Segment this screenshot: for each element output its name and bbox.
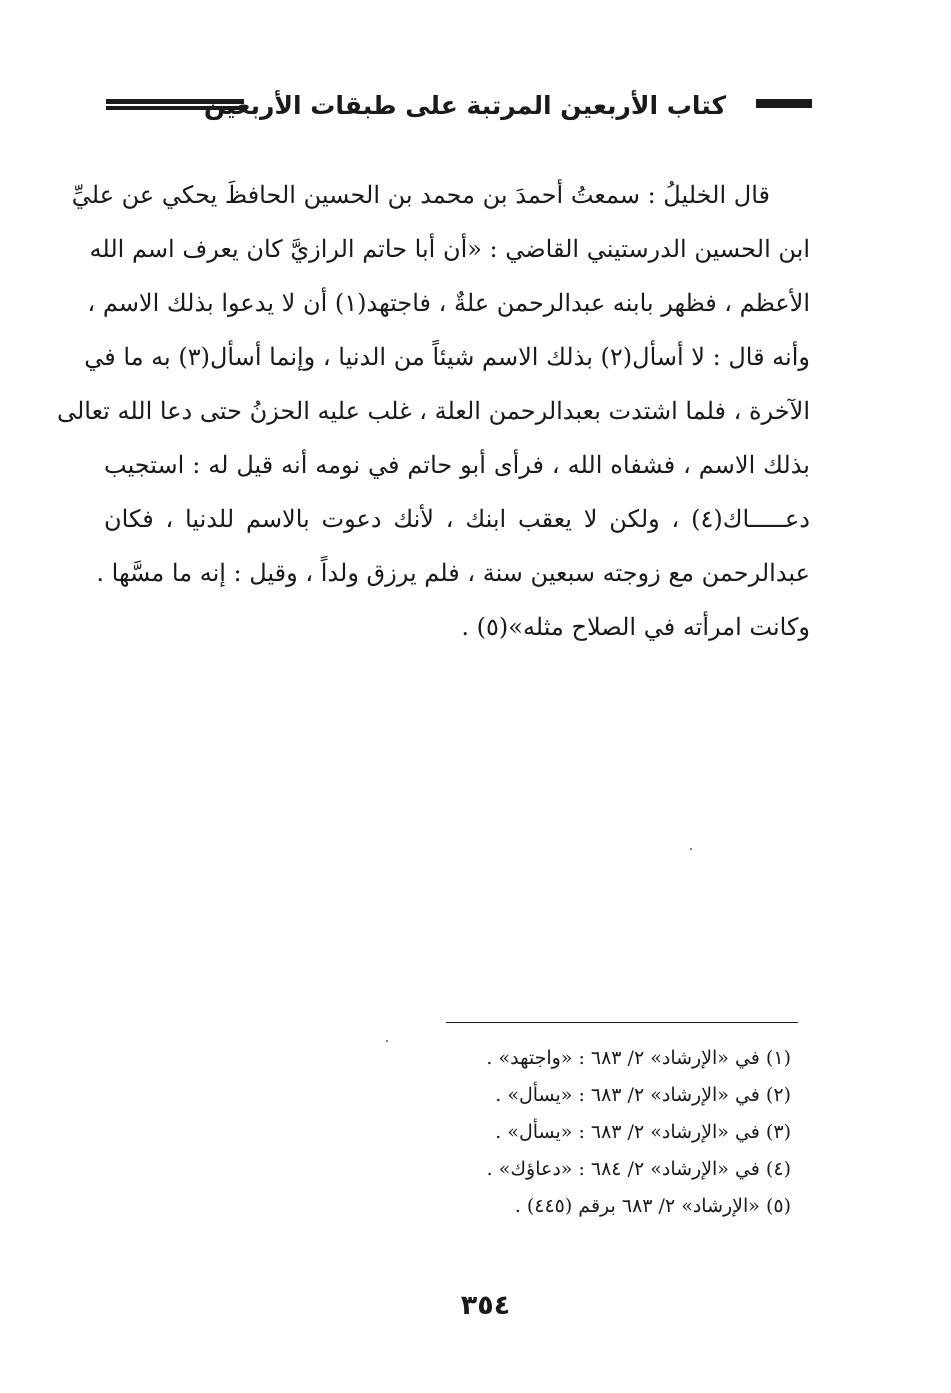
running-header-title: كتاب الأربعين المرتبة على طبقات الأربعين — [203, 91, 726, 120]
footnote: (٥) «الإرشاد» ٢/ ٦٨٣ برقم (٤٤٥) . — [514, 1195, 791, 1217]
footnote: (١) في «الإرشاد» ٢/ ٦٨٣ : «واجتهد» . — [486, 1047, 791, 1069]
scan-speck — [690, 848, 692, 850]
footnotes — [391, 1040, 791, 1225]
text-line: وكانت امرأته في الصلاح مثله»(٥) . — [461, 613, 810, 641]
footnote: (٤) في «الإرشاد» ٢/ ٦٨٤ : «دعاؤك» . — [486, 1158, 791, 1180]
text-line: قال الخليلُ : سمعتُ أحمدَ بن محمد بن الحسين الحافظَ يحكي عن عليِّ — [71, 181, 770, 209]
text-line: عبدالرحمن مع زوجته سبعين سنة ، فلم يرزق ولداً ، وقيل : إنه ما مسَّها . — [96, 559, 810, 587]
page-number: ٣٥٤ — [460, 1290, 511, 1321]
running-header — [100, 88, 812, 128]
text-line: ابن الحسين الدرستيني القاضي : «أن أبا حاتم الرازيَّ كان يعرف اسم الله — [89, 235, 810, 263]
footnote: (٣) في «الإرشاد» ٢/ ٦٨٣ : «يسأل» . — [495, 1121, 791, 1143]
text-line: وأنه قال : لا أسأل(٢) بذلك الاسم شيئاً من الدنيا ، وإنما أسأل(٣) به ما في — [84, 343, 810, 371]
main-text — [56, 168, 810, 654]
text-line: الآخرة ، فلما اشتدت بعبدالرحمن العلة ، غلب عليه الحزنُ حتى دعا الله تعالى — [56, 397, 810, 425]
scan-speck — [386, 1040, 388, 1042]
text-line: دعـــــاك(٤) ، ولكن لا يعقب ابنك ، لأنك دعوت بالاسم للدنيا ، فكان — [104, 505, 810, 533]
header-rule-right — [756, 99, 812, 104]
footnote-separator — [446, 1022, 798, 1023]
footnote: (٢) في «الإرشاد» ٢/ ٦٨٣ : «يسأل» . — [495, 1084, 791, 1106]
text-line: بذلك الاسم ، فشفاه الله ، فرأى أبو حاتم في نومه أنه قيل له : استجيب — [104, 451, 810, 479]
text-line: الأعظم ، فظهر بابنه عبدالرحمن علةٌ ، فاجتهد(١) أن لا يدعوا بذلك الاسم ، — [87, 289, 810, 317]
